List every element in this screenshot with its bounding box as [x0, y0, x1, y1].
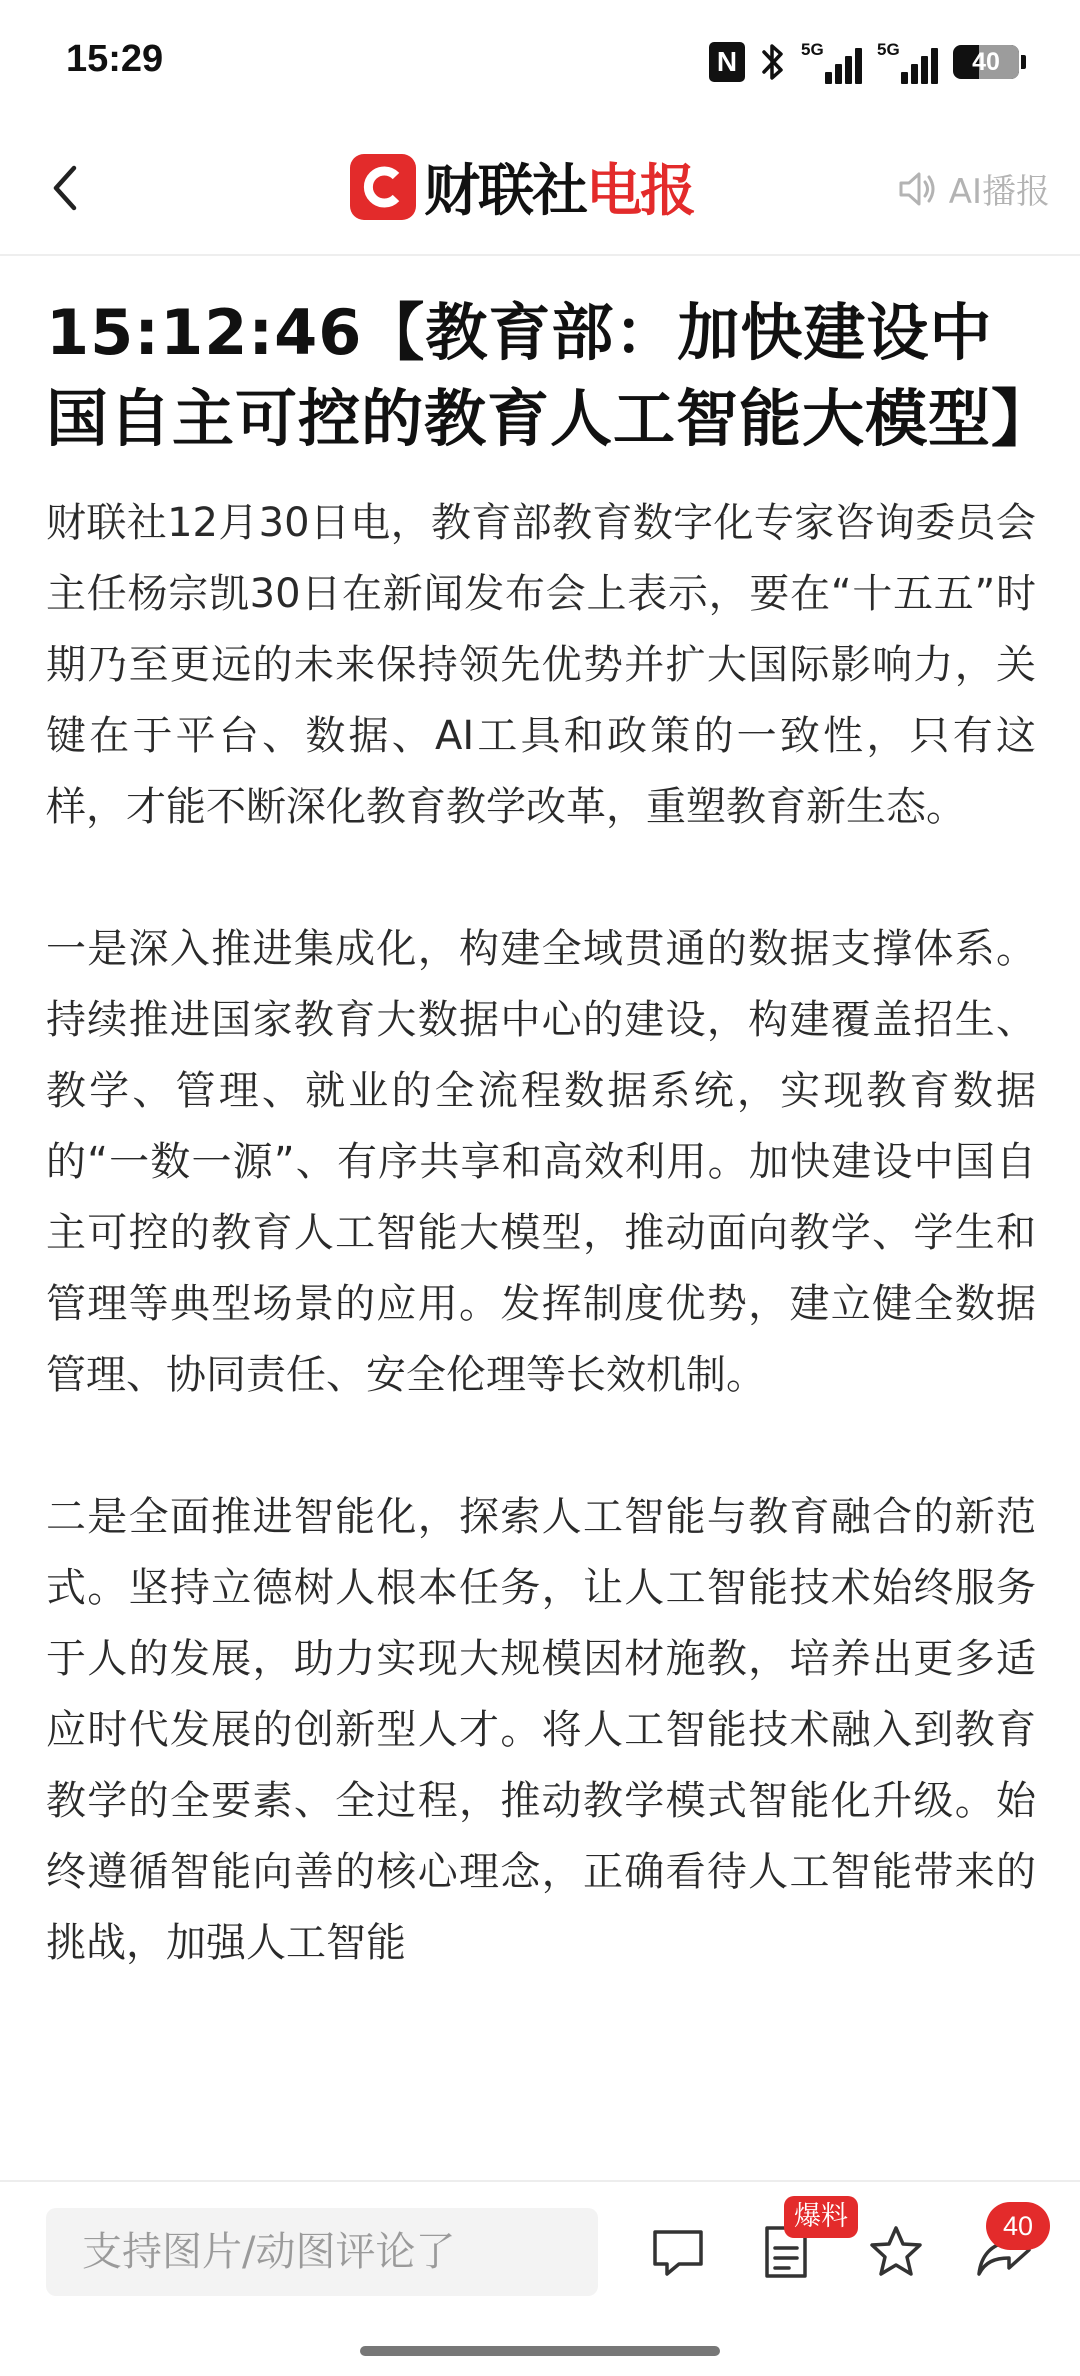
signal-label-1: 5G	[801, 40, 824, 59]
home-indicator[interactable]	[360, 2346, 720, 2356]
article	[46, 290, 1055, 1979]
ai-play-label: AI播报	[948, 172, 1050, 212]
article-paragraph-1: 财联社12月30日电，教育部教育数字化专家咨询委员会主任杨宗凯30日在新闻发布会上表示，要在“十五五”时期乃至更远的未来保持领先优势并扩大国际影响力，关键在于平台、数据、AI工具和政策的一致性，只有这样，才能不断深化教育教学改革，重塑教育新生态。	[46, 500, 1036, 830]
favorite-button[interactable]	[858, 2214, 934, 2290]
chevron-left-icon	[36, 158, 96, 218]
battery-icon	[953, 45, 1019, 79]
app-logo	[350, 150, 694, 224]
article-headline: 15:12:46【教育部：加快建设中国自主可控的教育人工智能大模型】	[46, 296, 1055, 455]
article-paragraph-3: 二是全面推进智能化，探索人工智能与教育融合的新范式。坚持立德树人根本任务，让人工智能技术始终服务于人的发展，助力实现大规模因材施教，培养出更多适应时代发展的创新型人才。将人工智能技术融入到教育教学的全要素、全过程，推动教学模式智能化升级。始终遵循智能向善的核心理念，正确看待人工智能带来的挑战，加强人工智能	[46, 1494, 1036, 1966]
ai-play-button[interactable]	[895, 164, 1050, 213]
nfc-icon: N	[709, 42, 745, 82]
signal-label-2: 5G	[877, 40, 900, 59]
article-paragraph-2: 一是深入推进集成化，构建全域贯通的数据支撑体系。持续推进国家教育大数据中心的建设，构建覆盖招生、教学、管理、就业的全流程数据系统，实现教育数据的“一数一源”、有序共享和高效利用。加快建设中国自主可控的教育人工智能大模型，推动面向教学、学生和管理等典型场景的应用。发挥制度优势，建立健全数据管理、协同责任、安全伦理等长效机制。	[46, 926, 1036, 1398]
comment-input[interactable]	[46, 2208, 598, 2296]
speaker-icon	[895, 167, 939, 211]
logo-text-red: 电报	[586, 159, 694, 224]
status-bar	[0, 0, 1080, 120]
comment-button[interactable]	[640, 2214, 716, 2290]
report-badge: 爆料	[784, 2196, 858, 2238]
signal-5g-icon-1	[801, 40, 861, 84]
star-icon	[866, 2222, 926, 2282]
back-button[interactable]	[36, 158, 96, 218]
battery-percent: 40	[972, 47, 1000, 76]
app-header	[0, 120, 1080, 256]
logo-text-black: 财联社	[424, 159, 586, 224]
share-count-badge: 40	[986, 2202, 1050, 2250]
comment-icon	[649, 2224, 707, 2280]
logo-mark	[350, 154, 416, 220]
bottom-action-bar	[0, 2180, 1080, 2376]
status-time: 15:29	[66, 38, 164, 80]
bluetooth-icon	[761, 42, 785, 82]
signal-5g-icon-2	[877, 40, 937, 84]
battery-tip	[1021, 55, 1026, 69]
status-icons	[709, 40, 1026, 84]
